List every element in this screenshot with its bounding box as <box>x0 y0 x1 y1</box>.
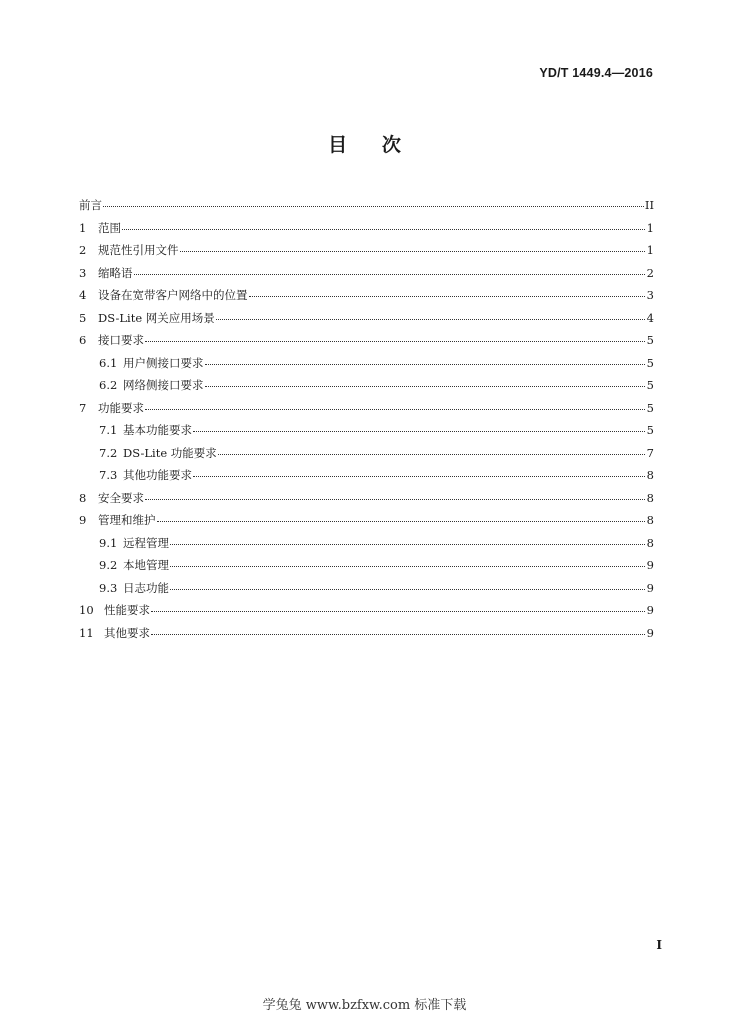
toc-entry[interactable] <box>79 329 654 352</box>
toc-dot-leader <box>145 409 645 410</box>
toc-dot-leader <box>205 386 646 387</box>
toc-entry-page: 8 <box>646 490 654 505</box>
toc-entry-number: 6 <box>79 333 87 347</box>
toc-entry[interactable] <box>79 352 654 375</box>
toc-entry-label: 日志功能 <box>123 580 169 595</box>
toc-dot-leader <box>218 454 645 455</box>
toc-entry-number: 9.1 <box>99 535 118 550</box>
toc-entry[interactable] <box>79 419 654 442</box>
toc-entry[interactable] <box>79 239 654 262</box>
toc-entry-label: 功能要求 <box>98 400 144 415</box>
toc-entry-page: 5 <box>646 355 654 370</box>
toc-dot-leader <box>151 611 645 612</box>
toc-entry-number: 7.2 <box>99 445 118 460</box>
toc-entry-label: 性能要求 <box>104 603 150 617</box>
toc-entry-number: 1 <box>79 220 87 235</box>
toc-entry-label: 前言 <box>79 198 102 212</box>
toc-entry-page: 5 <box>646 378 654 392</box>
toc-entry-label: 本地管理 <box>123 558 169 572</box>
toc-entry-page: 9 <box>646 580 654 595</box>
toc-dot-leader <box>145 499 645 500</box>
toc-entry-label: 安全要求 <box>98 490 144 505</box>
toc-entry-page: 1 <box>646 243 654 257</box>
toc-entry-number: 7 <box>79 400 87 415</box>
toc-entry-label: 基本功能要求 <box>123 423 192 437</box>
toc-entry-label: DS-Lite 网关应用场景 <box>98 310 215 325</box>
toc-entry-number: 11 <box>79 625 94 640</box>
table-of-contents <box>79 194 654 644</box>
toc-entry[interactable] <box>79 397 654 420</box>
toc-entry[interactable] <box>79 622 654 645</box>
toc-entry-number: 4 <box>79 288 87 302</box>
toc-entry-label: 范围 <box>98 220 121 235</box>
toc-entry-page: 3 <box>646 288 654 302</box>
toc-dot-leader <box>249 296 646 297</box>
toc-entry-page: II <box>644 198 654 212</box>
toc-entry-page: 1 <box>646 220 654 235</box>
toc-entry-number: 7.1 <box>99 423 118 437</box>
toc-entry-label: 远程管理 <box>123 535 169 550</box>
toc-entry-number: 5 <box>79 310 87 325</box>
toc-entry-number: 9.2 <box>99 558 118 572</box>
toc-entry[interactable] <box>79 554 654 577</box>
page-title <box>0 130 729 157</box>
standard-id: YD/T 1449.4—2016 <box>539 66 653 80</box>
toc-entry[interactable] <box>79 509 654 532</box>
toc-entry-label: 设备在宽带客户网络中的位置 <box>98 288 248 302</box>
toc-dot-leader <box>134 274 646 275</box>
toc-entry-page: 2 <box>646 265 654 280</box>
toc-entry-page: 9 <box>646 625 654 640</box>
toc-entry[interactable] <box>79 487 654 510</box>
toc-dot-leader <box>170 544 645 545</box>
toc-dot-leader <box>193 431 645 432</box>
toc-entry-number: 2 <box>79 243 87 257</box>
toc-entry-label: 用户侧接口要求 <box>123 355 204 370</box>
toc-entry-number: 6.1 <box>99 355 118 370</box>
toc-entry[interactable] <box>79 532 654 555</box>
toc-dot-leader <box>170 566 645 567</box>
toc-entry-label: 接口要求 <box>98 333 144 347</box>
toc-entry-page: 8 <box>646 468 654 482</box>
toc-entry-page: 5 <box>646 400 654 415</box>
toc-dot-leader <box>103 206 644 207</box>
page-title-char-1: 目 <box>328 134 348 156</box>
toc-entry[interactable] <box>79 217 654 240</box>
toc-entry-number: 3 <box>79 265 87 280</box>
toc-entry-page: 5 <box>646 333 654 347</box>
toc-entry[interactable] <box>79 307 654 330</box>
toc-entry-number: 7.3 <box>99 468 118 482</box>
toc-entry[interactable] <box>79 262 654 285</box>
toc-entry-label: 管理和维护 <box>98 513 156 527</box>
toc-entry-number: 10 <box>79 603 94 617</box>
toc-entry-page: 7 <box>646 445 654 460</box>
page-title-char-2: 次 <box>381 134 401 156</box>
toc-entry-label: 其他要求 <box>104 625 150 640</box>
toc-entry-number: 9 <box>79 513 87 527</box>
toc-entry-page: 5 <box>646 423 654 437</box>
footer-watermark: 学兔兔 www.bzfxw.com 标准下载 <box>262 998 467 1013</box>
toc-entry[interactable] <box>79 442 654 465</box>
toc-dot-leader <box>193 476 645 477</box>
toc-dot-leader <box>170 589 645 590</box>
toc-entry-label: 其他功能要求 <box>123 468 192 482</box>
toc-entry[interactable] <box>79 284 654 307</box>
toc-dot-leader <box>157 521 646 522</box>
toc-dot-leader <box>205 364 646 365</box>
toc-entry[interactable] <box>79 464 654 487</box>
toc-entry-number: 6.2 <box>99 378 118 392</box>
toc-dot-leader <box>216 319 645 320</box>
toc-entry-label: 网络侧接口要求 <box>123 378 204 392</box>
toc-entry[interactable] <box>79 374 654 397</box>
toc-entry[interactable] <box>79 577 654 600</box>
toc-entry-label: 缩略语 <box>98 265 133 280</box>
toc-entry-number: 8 <box>79 490 87 505</box>
toc-dot-leader <box>122 229 645 230</box>
toc-dot-leader <box>145 341 645 342</box>
page-number: I <box>656 938 662 952</box>
toc-entry-number: 9.3 <box>99 580 118 595</box>
toc-entry-label: DS-Lite 功能要求 <box>123 445 217 460</box>
toc-entry-label: 规范性引用文件 <box>98 243 179 257</box>
toc-entry-page: 9 <box>646 603 654 617</box>
toc-entry-page: 8 <box>646 535 654 550</box>
toc-dot-leader <box>180 251 646 252</box>
toc-dot-leader <box>151 634 645 635</box>
toc-entry[interactable] <box>79 194 654 217</box>
toc-entry[interactable] <box>79 599 654 622</box>
toc-entry-page: 8 <box>646 513 654 527</box>
toc-entry-page: 9 <box>646 558 654 572</box>
toc-entry-page: 4 <box>646 310 654 325</box>
